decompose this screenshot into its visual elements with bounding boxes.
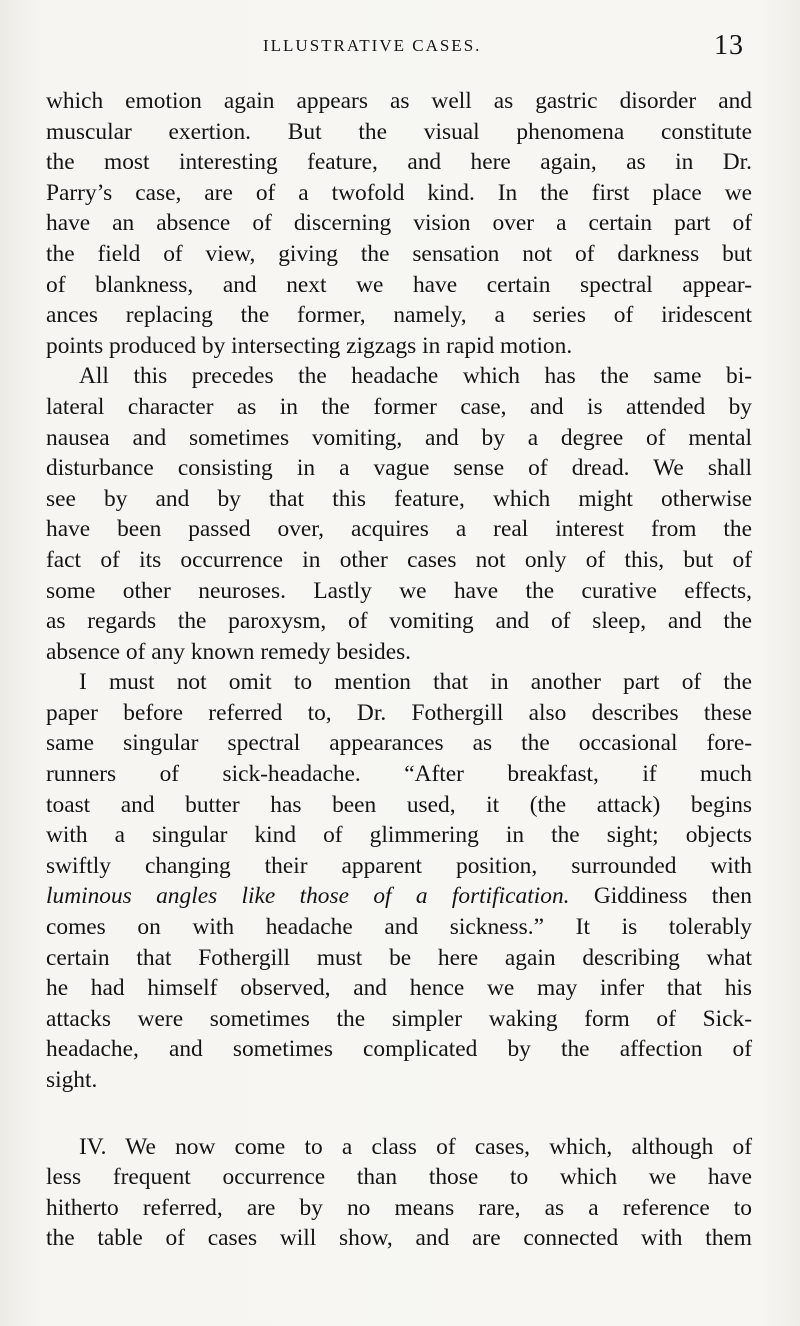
text-line: paper before referred to, Dr. Fothergill also describes these: [46, 699, 752, 726]
text-line: with a singular kind of glimmering in the sight; objects: [46, 822, 752, 849]
text-line: as regards the paroxysm, of vomiting and of sleep, and the: [46, 608, 752, 635]
text-line: points produced by intersecting zigzags in rapid motion.: [46, 332, 573, 359]
text-line: some other neuroses. Lastly we have the curative effects,: [46, 577, 752, 604]
text-line: lateral character as in the former case, and is attended by: [46, 393, 752, 420]
text-line: have an absence of discerning vision over a certain part of: [46, 210, 752, 237]
text-line: disturbance consisting in a vague sense of dread. We shall: [46, 455, 752, 482]
text-line: absence of any known remedy besides.: [46, 638, 412, 665]
section-spacer: [46, 1096, 752, 1132]
paragraph-1: [46, 86, 752, 361]
paragraph-2: [46, 361, 752, 667]
text-line: [46, 881, 752, 912]
text-line: All this precedes the headache which has the same bi-: [79, 363, 752, 390]
text-fragment: Giddiness then: [569, 883, 753, 910]
text-line: fact of its occurrence in other cases not only of this, but of: [46, 546, 752, 573]
text-line: toast and butter has been used, it (the attack) begins: [46, 791, 752, 818]
text-line: comes on with headache and sickness.” It is tolerably: [46, 914, 752, 941]
paragraph-3: [46, 667, 752, 1095]
text-line: see by and by that this feature, which might otherwise: [46, 485, 752, 512]
text-line: have been passed over, acquires a real interest from the: [46, 516, 752, 543]
page-number: 13: [714, 30, 744, 61]
text-line: attacks were sometimes the simpler waking form of Sick-: [46, 1005, 752, 1032]
text-line: he had himself observed, and hence we may infer that his: [46, 975, 752, 1002]
running-title: ILLUSTRATIVE CASES.: [263, 36, 482, 55]
text-line: the most interesting feature, and here again, as in Dr.: [46, 149, 752, 176]
text-line: the table of cases will show, and are connected with them: [46, 1225, 752, 1252]
text-line: runners of sick-headache. “After breakfast, if much: [46, 761, 752, 788]
running-head: [0, 30, 800, 70]
text-line: ances replacing the former, namely, a series of iridescent: [46, 302, 752, 329]
text-line: IV. We now come to a class of cases, which, although of: [79, 1133, 752, 1160]
text-line: swiftly changing their apparent position, surrounded with: [46, 852, 752, 879]
text-line: less frequent occurrence than those to which we have: [46, 1164, 752, 1191]
text-line: of blankness, and next we have certain spectral appear-: [46, 271, 752, 298]
text-line: headache, and sometimes complicated by the affection of: [46, 1036, 752, 1063]
text-line: the field of view, giving the sensation not of darkness but: [46, 240, 752, 267]
text-line: hitherto referred, are by no means rare, as a reference to: [46, 1194, 752, 1221]
text-line: sight.: [46, 1067, 98, 1093]
text-line: I must not omit to mention that in another part of the: [79, 669, 752, 696]
text-line: same singular spectral appearances as the occasional fore-: [46, 730, 752, 757]
italic-quote: luminous angles like those of a fortification.: [46, 883, 570, 910]
text-line: muscular exertion. But the visual phenomena constitute: [46, 118, 752, 145]
text-line: which emotion again appears as well as gastric disorder and: [46, 88, 752, 114]
text-line: Parry’s case, are of a twofold kind. In the first place we: [46, 179, 752, 206]
body-text: [46, 86, 752, 1254]
paragraph-4: [46, 1132, 752, 1254]
text-line: certain that Fothergill must be here again describing what: [46, 944, 752, 971]
text-line: nausea and sometimes vomiting, and by a degree of mental: [46, 424, 752, 451]
